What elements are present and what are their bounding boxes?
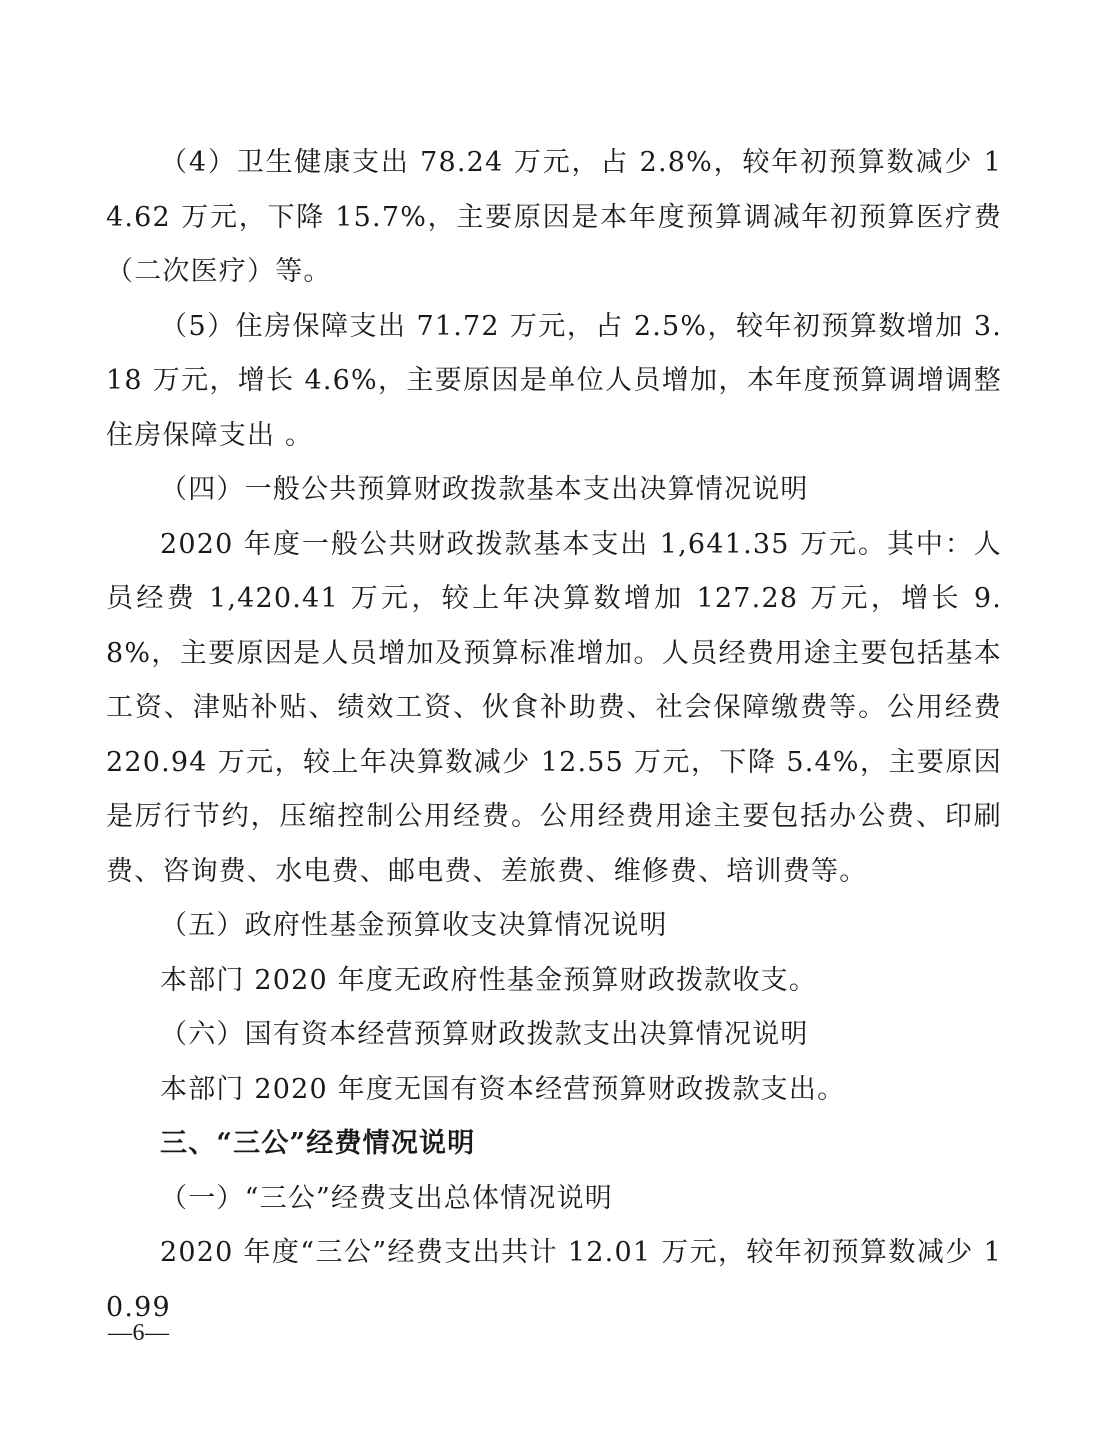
paragraph-three-public-overview: 2020 年度“三公”经费支出共计 12.01 万元，较年初预算数减少 10.99 bbox=[106, 1237, 1002, 1323]
section-heading-state-capital: （六）国有资本经营预算财政拨款支出决算情况说明 bbox=[160, 1019, 809, 1050]
section-heading-three-public-overview: （一）“三公”经费支出总体情况说明 bbox=[160, 1182, 614, 1214]
paragraph-basic-expenditure: 2020 年度一般公共财政拨款基本支出 1,641.35 万元。其中：人员经费 1,420.41 万元，较上年决算数增加 127.28 万元，增长 9.8%，主要原因是人员增加及预算标准增加。人员经费用途主要包括基本工资、津贴补贴、绩效工资、伙食补助费、社会保障缴费等。公用经费 220.94 万元，较上年决算数减少 12.55 万元，下降 5.4%，主要原因是厉行节约，压缩控制公用经费。公用经费用途主要包括办公费、印刷费、咨询费、水电费、邮电费、差旅费、维修费、培训费等。 bbox=[106, 528, 1002, 887]
section-heading-basic-expenditure: （四）一般公共预算财政拨款基本支出决算情况说明 bbox=[160, 474, 809, 505]
paragraph-government-fund: 本部门 2020 年度无政府性基金预算财政拨款收支。 bbox=[160, 964, 818, 996]
paragraph-state-capital: 本部门 2020 年度无国有资本经营预算财政拨款支出。 bbox=[160, 1073, 846, 1105]
section-heading-government-fund: （五）政府性基金预算收支决算情况说明 bbox=[160, 910, 668, 941]
chapter-heading-three-public: 三、“三公”经费情况说明 bbox=[160, 1128, 476, 1159]
paragraph-health-expenditure: （4）卫生健康支出 78.24 万元，占 2.8%，较年初预算数减少 14.62 万元，下降 15.7%，主要原因是本年度预算调减年初预算医疗费（二次医疗）等。 bbox=[106, 147, 1002, 287]
paragraph-housing-expenditure: （5）住房保障支出 71.72 万元，占 2.5%，较年初预算数增加 3.18 万元，增长 4.6%，主要原因是单位人员增加，本年度预算调增调整住房保障支出 。 bbox=[106, 310, 1002, 451]
page-number: —6— bbox=[108, 1320, 170, 1346]
document-body bbox=[106, 136, 1002, 1335]
